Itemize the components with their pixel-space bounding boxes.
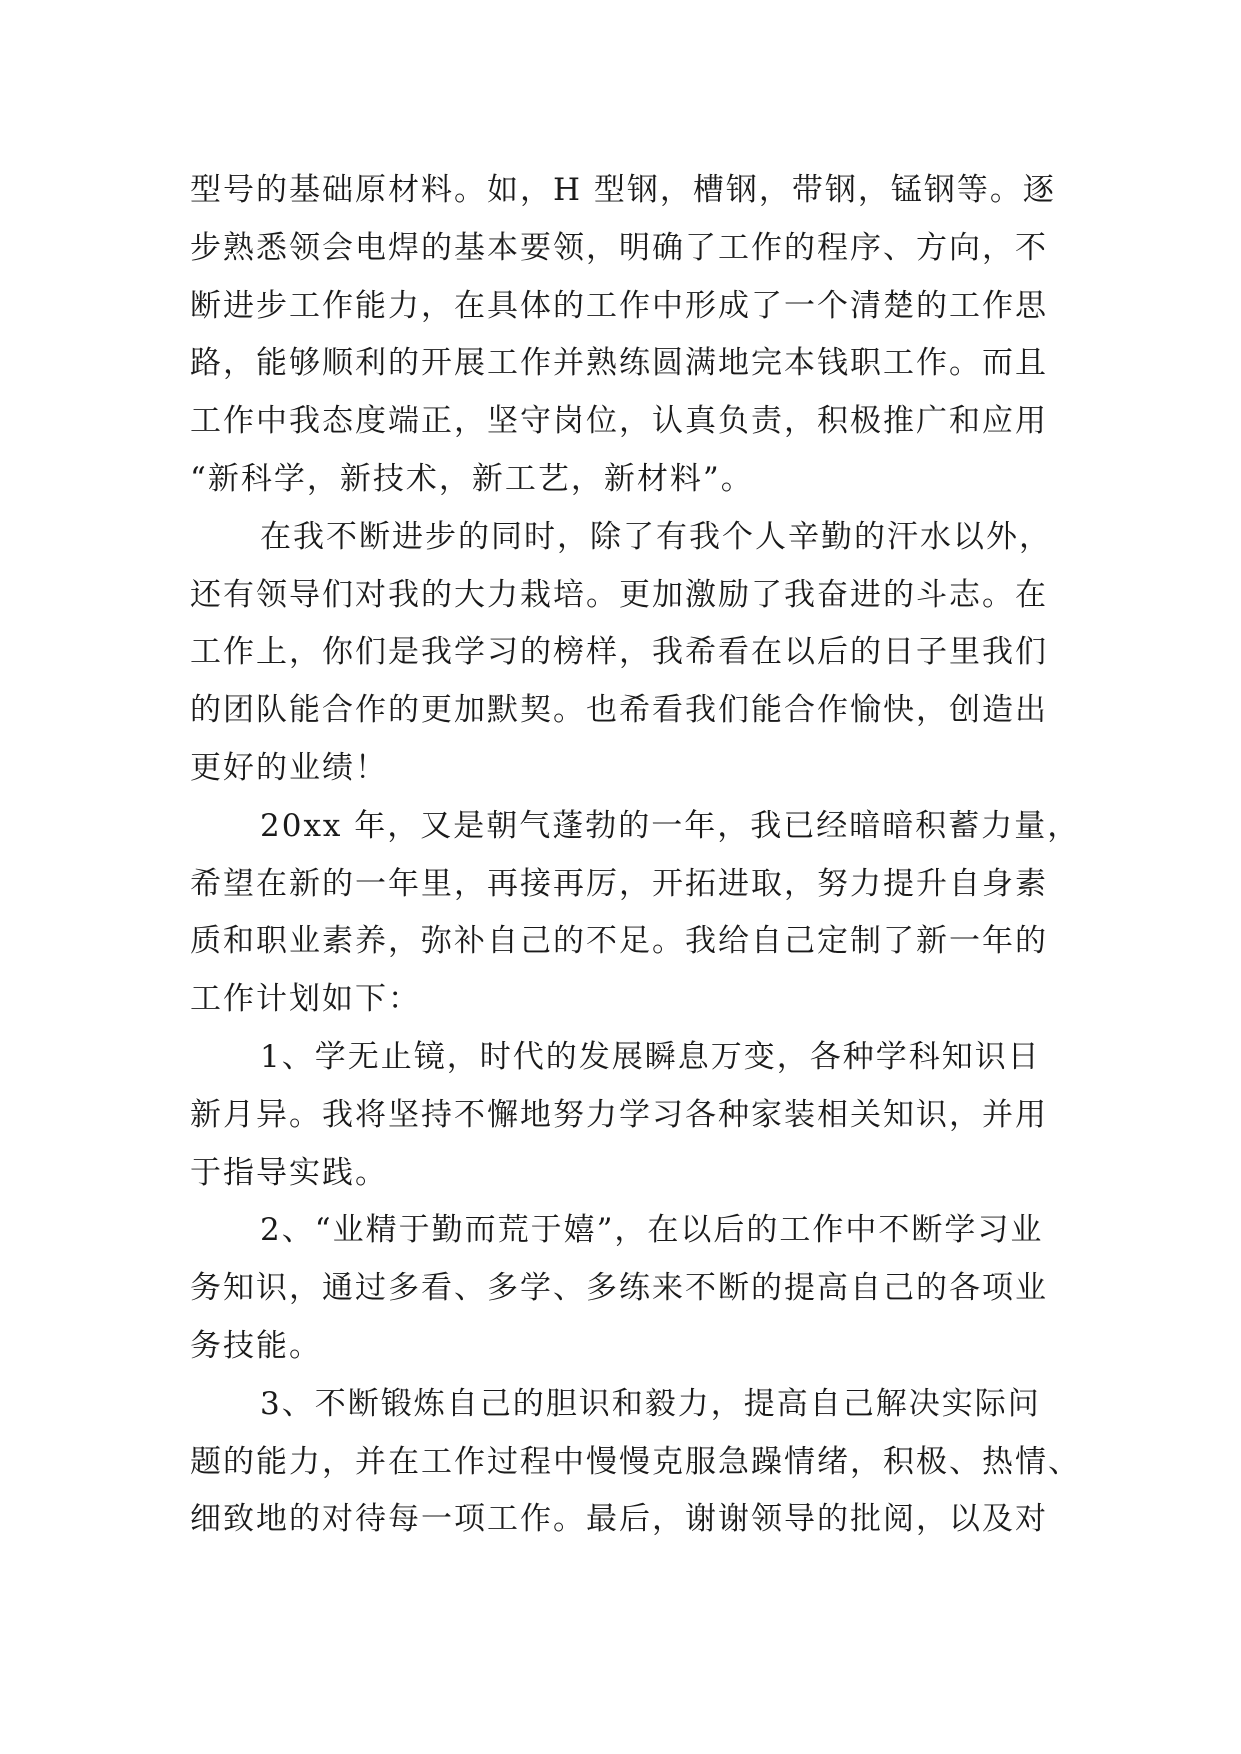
list-item-3-start: 3、不断锻炼自己的胆识和毅力，提高自己解决实际问 <box>260 1385 1041 1422</box>
text-line: 新月异。我将坚持不懈地努力学习各种家装相关知识，并用 <box>190 1096 1048 1133</box>
text-line: 题的能力，并在工作过程中慢慢克服急躁情绪，积极、热情、 <box>190 1443 1081 1480</box>
text-line: 工作计划如下： <box>190 981 421 1018</box>
paragraph-start-line: 20xx 年，又是朝气蓬勃的一年，我已经暗暗积蓄力量， <box>260 807 1081 844</box>
text-line: 细致地的对待每一项工作。最后，谢谢领导的批阅，以及对 <box>190 1501 1048 1538</box>
text-line: 希望在新的一年里，再接再厉，开拓进取，努力提升自身素 <box>190 865 1048 902</box>
paragraph-start-line: 在我不断进步的同时，除了有我个人辛勤的汗水以外， <box>260 518 1052 555</box>
text-line: 还有领导们对我的大力栽培。更加激励了我奋进的斗志。在 <box>190 576 1048 613</box>
document-body <box>190 162 1081 1549</box>
text-line: 于指导实践。 <box>190 1154 388 1191</box>
text-line: 务知识，通过多看、多学、多练来不断的提高自己的各项业 <box>190 1270 1048 1307</box>
list-item-2-start: 2、“业精于勤而荒于嬉”，在以后的工作中不断学习业 <box>260 1212 1044 1249</box>
text-line: 路，能够顺利的开展工作并熟练圆满地完本钱职工作。而且 <box>190 345 1048 382</box>
text-line: 断进步工作能力，在具体的工作中形成了一个清楚的工作思 <box>190 287 1048 324</box>
text-line: 步熟悉领会电焊的基本要领，明确了工作的程序、方向，不 <box>190 229 1048 266</box>
text-line: 型号的基础原材料。如，H 型钢，槽钢，带钢，锰钢等。逐 <box>190 172 1056 208</box>
text-line: 的团队能合作的更加默契。也希看我们能合作愉快，创造出 <box>190 692 1048 729</box>
text-line: 更好的业绩！ <box>190 749 388 786</box>
text-line: “新科学，新技术，新工艺，新材料”。 <box>190 460 754 497</box>
list-item-1-start: 1、学无止镜，时代的发展瞬息万变，各种学科知识日 <box>260 1038 1041 1075</box>
text-line: 工作中我态度端正，坚守岗位，认真负责，积极推广和应用 <box>190 403 1048 440</box>
text-line: 质和职业素养，弥补自己的不足。我给自己定制了新一年的 <box>190 923 1048 960</box>
text-line: 务技能。 <box>190 1327 322 1364</box>
text-line: 工作上，你们是我学习的榜样，我希看在以后的日子里我们 <box>190 634 1048 671</box>
